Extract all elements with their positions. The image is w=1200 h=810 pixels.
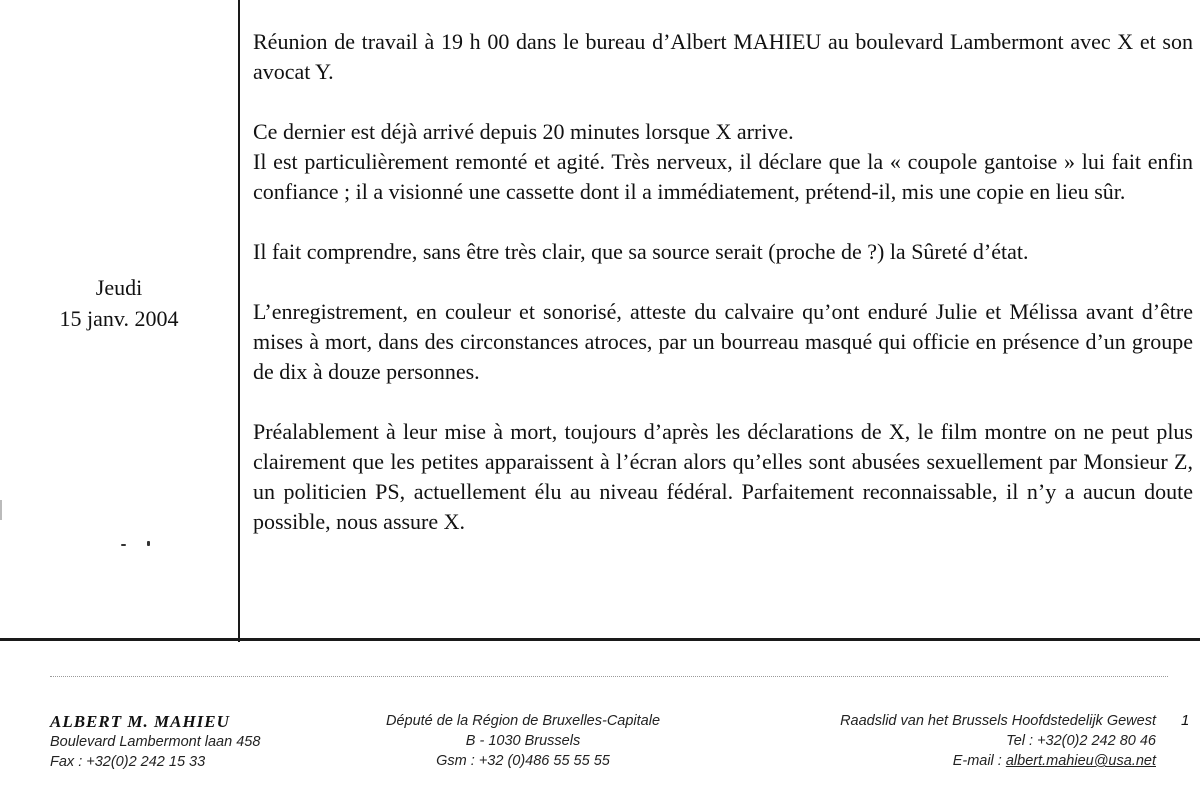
date-day: Jeudi	[95, 275, 143, 300]
footer-tel: Tel : +32(0)2 242 80 46	[1006, 733, 1156, 749]
scan-speck	[147, 541, 150, 546]
page-number: 1	[1181, 712, 1190, 729]
column-divider	[238, 0, 240, 642]
footer-title-nl: Raadslid van het Brussels Hoofdstedelijk Gewest	[840, 713, 1156, 729]
scan-edge-mark	[0, 500, 2, 520]
footer-address: Boulevard Lambermont laan 458	[50, 734, 261, 750]
footer-right	[730, 711, 1156, 771]
paragraph: Réunion de travail à 19 h 00 dans le bureau d’Albert MAHIEU au boulevard Lambermont avec X et son avocat Y.	[253, 29, 1193, 84]
paragraph: L’enregistrement, en couleur et sonorisé, atteste du calvaire qu’ont enduré Julie et Mélissa avant d’être mises à mort, dans des circonstances atroces, par un bourreau masqué qui officie en présence d’un groupe de dix à douze personnes.	[253, 299, 1193, 384]
footer-middle	[340, 711, 706, 771]
scan-speck	[121, 544, 126, 546]
letterhead-name: ALBERT M. MAHIEU	[50, 712, 230, 731]
footer-fax: Fax : +32(0)2 242 15 33	[50, 754, 206, 770]
paragraph: Il est particulièrement remonté et agité. Très nerveux, il déclare que la « coupole gantoise » lui fait enfin confiance ; il a visionné une cassette dont il a immédiatement, prétend-il, mis une copie en lieu sûr.	[253, 149, 1193, 204]
email-link[interactable]: albert.mahieu@usa.net	[1005, 753, 1156, 769]
paragraph: Il fait comprendre, sans être très clair, que sa source serait (proche de ?) la Sûreté d’état.	[253, 239, 1029, 264]
paragraph: Ce dernier est déjà arrivé depuis 20 minutes lorsque X arrive.	[253, 119, 794, 144]
footer-title-fr: Député de la Région de Bruxelles-Capitale	[385, 713, 661, 729]
footer-left	[50, 711, 350, 772]
date-full: 15 janv. 2004	[59, 306, 179, 331]
entry-text	[253, 27, 1193, 567]
date-cell	[0, 272, 238, 334]
footer-email-label: E-mail :	[952, 753, 1006, 769]
paragraph: Préalablement à leur mise à mort, toujours d’après les déclarations de X, le film montre on ne peut plus clairement que les petites apparaissent à l’écran alors qu’elles sont abusées sexuellement par Monsieur Z, un politicien PS, actuellement élu au niveau fédéral. Parfaitement reconnaissable, il n’y a aucun doute possible, nous assure X.	[253, 419, 1193, 534]
table-bottom-border	[0, 638, 1200, 641]
footer-gsm: Gsm : +32 (0)486 55 55 55	[436, 753, 610, 769]
footer-email-line	[730, 751, 1156, 771]
footer-separator	[50, 676, 1168, 677]
footer-city: B - 1030 Brussels	[465, 733, 581, 749]
